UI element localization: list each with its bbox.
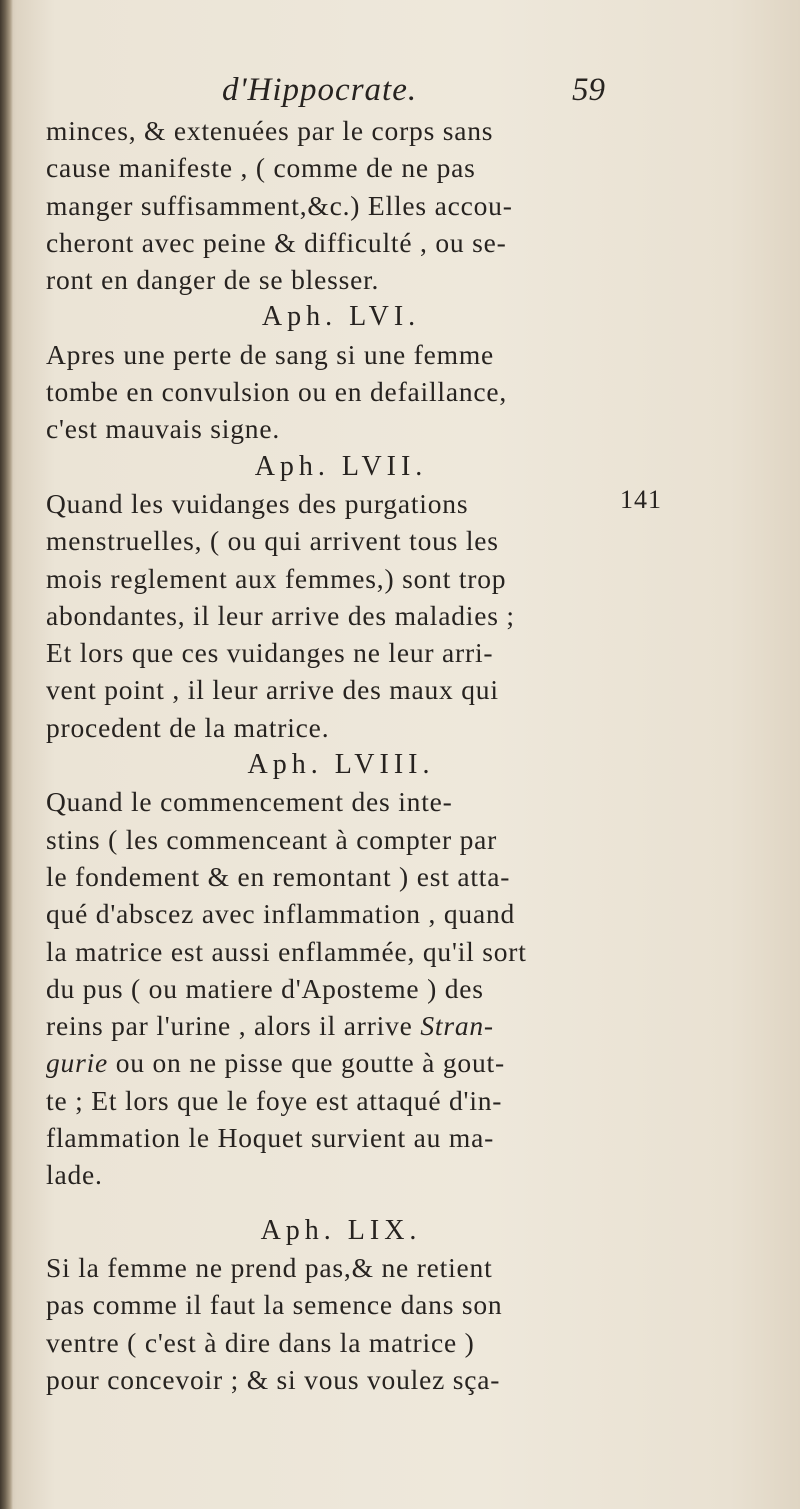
text-line: te ; Et lors que le foye est attaqué d'in- xyxy=(46,1084,503,1116)
spacer xyxy=(46,1194,636,1212)
text-line: pour concevoir ; & si vous voulez sça- xyxy=(46,1363,501,1395)
text-line: flammation le Hoquet survient au ma- xyxy=(46,1122,495,1154)
text-line: cheront avec peine & difficulté , ou se- xyxy=(46,226,507,258)
text-line: la matrice est aussi enflammée, qu'il sort xyxy=(46,935,527,967)
text-line: cause manifeste , ( comme de ne pas xyxy=(46,152,476,184)
text-line: le fondement & en remontant ) est atta- xyxy=(46,860,511,892)
text-line: menstruelles, ( ou qui arrivent tous les xyxy=(46,525,499,557)
aphorism-heading-59: Aph. LIX. xyxy=(260,1214,422,1246)
aphorism-heading-57: Aph. LVII. xyxy=(254,450,428,482)
running-title: d'Hippocrate. xyxy=(222,72,418,108)
text-line: vent point , il leur arrive des maux qui xyxy=(46,674,499,706)
text-line: du pus ( ou matiere d'Aposteme ) des xyxy=(46,972,484,1004)
aphorism-heading-56: Aph. LVI. xyxy=(261,301,421,333)
text-line xyxy=(46,1044,636,1081)
text-line: abondantes, il leur arrive des maladies ; xyxy=(46,599,515,631)
book-spine-shadow xyxy=(0,0,13,1509)
aphorism-heading-58: Aph. LVIII. xyxy=(247,749,435,781)
body-text xyxy=(46,112,636,1398)
text-line: qué d'abscez avec inflammation , quand xyxy=(46,898,516,930)
text-line: Apres une perte de sang si une femme xyxy=(46,338,495,370)
text-fragment: ou on ne pisse que goutte à gout- xyxy=(108,1047,505,1079)
text-line: Quand les vuidanges des purgations xyxy=(46,487,469,519)
text-line: ventre ( c'est à dire dans la matrice ) xyxy=(46,1326,475,1358)
text-line: Et lors que ces vuidanges ne leur arri- xyxy=(46,637,494,669)
text-line: pas comme il faut la semence dans son xyxy=(46,1289,503,1321)
text-line: c'est mauvais signe. xyxy=(46,413,281,445)
text-line: ront en danger de se blesser. xyxy=(46,264,380,296)
text-fragment: reins par l'urine , alors il arrive xyxy=(46,1010,421,1042)
text-line: manger suffisamment,&c.) Elles accou- xyxy=(46,189,513,221)
text-line: procedent de la matrice. xyxy=(46,711,330,743)
italic-term: Stran- xyxy=(420,1010,494,1042)
page-header xyxy=(0,72,800,112)
text-line xyxy=(46,1007,636,1044)
text-line: tombe en convulsion ou en defaillance, xyxy=(46,376,508,408)
text-line: minces, & extenuées par le corps sans xyxy=(46,115,494,146)
text-line: Si la femme ne prend pas,& ne retient xyxy=(46,1251,493,1283)
text-line: lade. xyxy=(46,1159,103,1191)
page-number: 59 xyxy=(572,72,605,108)
italic-term: gurie xyxy=(46,1047,109,1079)
text-line: stins ( les commenceant à compter par xyxy=(46,823,498,855)
text-line: Quand le commencement des inte- xyxy=(46,786,453,818)
margin-note: 141 xyxy=(620,485,662,514)
text-line: mois reglement aux femmes,) sont trop xyxy=(46,562,507,594)
